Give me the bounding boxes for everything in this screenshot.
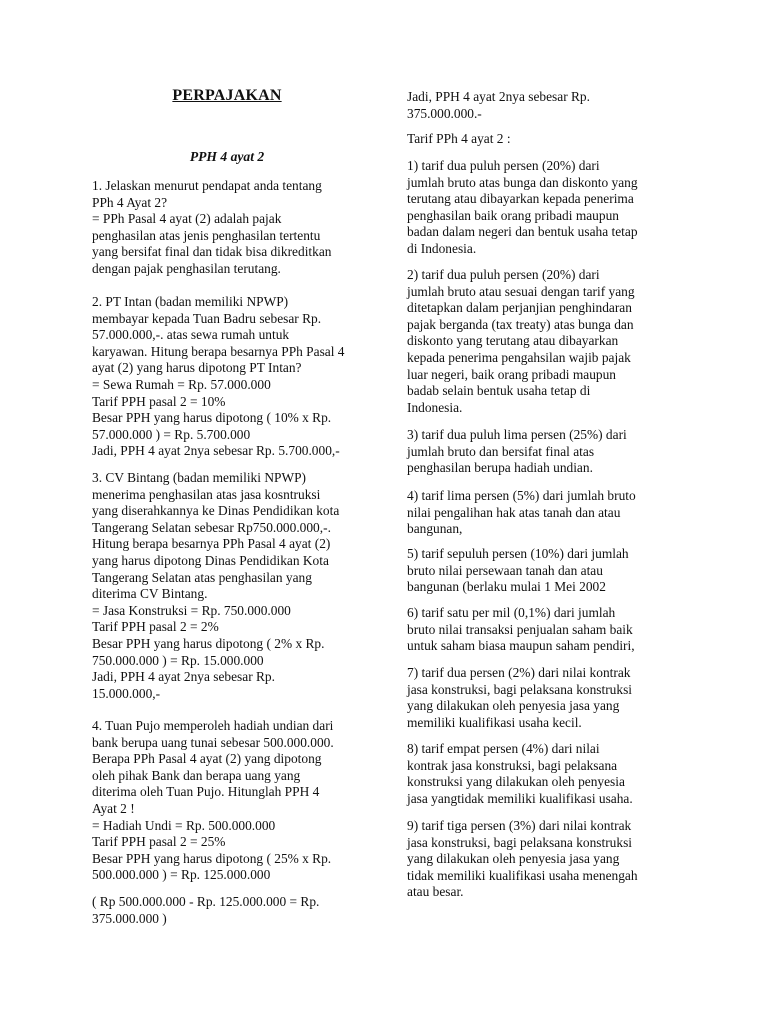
tarif-item-6: 6) tarif satu per mil (0,1%) dari jumlah bruto nilai transaksi penjualan saham baik untuk saham biasa maupun saham pendiri,: [407, 605, 635, 654]
answer-4-conclusion: Jadi, PPH 4 ayat 2nya sebesar Rp. 375.000.000.-: [407, 89, 590, 121]
tarif-item-8: 8) tarif empat persen (4%) dari nilai kontrak jasa konstruksi, bagi pelaksana konstruksi yang dilakukan oleh penyesia jasa yangtidak memiliki kualifikasi usaha.: [407, 741, 633, 806]
question-4-result: ( Rp 500.000.000 - Rp. 125.000.000 = Rp. 375.000.000 ): [92, 894, 320, 926]
question-4: 4. Tuan Pujo memperoleh hadiah undian dari bank berupa uang tunai sebesar 500.000.000. Berapa PPh Pasal 4 ayat (2) yang dipotong oleh pihak Bank dan berapa uang yang diterima oleh Tuan Pujo. Hitunglah PPH 4 Ayat 2 ! = Hadiah Undi = Rp. 500.000.000 Tarif PPH pasal 2 = 25% Besar PPH yang harus dipotong ( 25% x Rp. 500.000.000 ) = Rp. 125.000.000: [92, 718, 334, 883]
tarif-heading: Tarif PPh 4 ayat 2 :: [407, 131, 511, 146]
tarif-item-9: 9) tarif tiga persen (3%) dari nilai kontrak jasa konstruksi, bagi pelaksana konstruksi yang dilakukan oleh penyesia jasa yang tidak memiliki kualifikasi usaha menengah atau besar.: [407, 818, 638, 900]
tarif-item-2: 2) tarif dua puluh persen (20%) dari jumlah bruto atau sesuai dengan tarif yang ditetapkan dalam perjanjian penghindaran pajak berganda (tax treaty) atas bunga dan diskonto yang terutang atau dibayarkan kepada penerima pengahsilan wajib pajak luar negeri, baik orang pribadi maupun badab selain bentuk usaha tetap di Indonesia.: [407, 267, 635, 415]
question-3: 3. CV Bintang (badan memiliki NPWP) menerima penghasilan atas jasa kosntruksi yang diserahkannya ke Dinas Pendidikan kota Tangerang Selatan sebesar Rp750.000.000,-. Hitung berapa besarnya PPh Pasal 4 ayat (2) yang harus dipotong Dinas Pendidikan Kota Tangerang Selatan atas penghasilan yang diterima CV Bintang. = Jasa Konstruksi = Rp. 750.000.000 Tarif PPH pasal 2 = 2% Besar PPH yang harus dipotong ( 2% x Rp. 750.000.000 ) = Rp. 15.000.000 Jadi, PPH 4 ayat 2nya sebesar Rp. 15.000.000,-: [92, 470, 340, 701]
tarif-item-1: 1) tarif dua puluh persen (20%) dari jumlah bruto atas bunga dan diskonto yang terutang atau dibayarkan kepada penerima penghasilan baik orang pribadi maupun badan dalam negeri dan bentuk usaha tetap di Indonesia.: [407, 158, 638, 256]
document-title: PERPAJAKAN: [172, 87, 282, 104]
tarif-item-4: 4) tarif lima persen (5%) dari jumlah bruto nilai pengalihan hak atas tanah dan atau bangunan,: [407, 488, 636, 537]
question-2: 2. PT Intan (badan memiliki NPWP) membayar kepada Tuan Badru sebesar Rp. 57.000.000,-. atas sewa rumah untuk karyawan. Hitung berapa besarnya PPh Pasal 4 ayat (2) yang harus dipotong PT Intan? = Sewa Rumah = Rp. 57.000.000 Tarif PPH pasal 2 = 10% Besar PPH yang harus dipotong ( 10% x Rp. 57.000.000 ) = Rp. 5.700.000 Jadi, PPH 4 ayat 2nya sebesar Rp. 5.700.000,-: [92, 294, 345, 459]
section-subtitle: PPH 4 ayat 2: [189, 149, 265, 164]
tarif-item-3: 3) tarif dua puluh lima persen (25%) dari jumlah bruto dan bersifat final atas penghasilan berupa hadiah undian.: [407, 427, 627, 476]
tarif-item-5: 5) tarif sepuluh persen (10%) dari jumlah bruto nilai persewaan tanah dan atau bangunan (berlaku mulai 1 Mei 2002: [407, 546, 629, 595]
tarif-item-7: 7) tarif dua persen (2%) dari nilai kontrak jasa konstruksi, bagi pelaksana konstruksi yang dilakukan oleh penyesia jasa yang memiliki kualifikasi usaha kecil.: [407, 665, 632, 730]
question-1: 1. Jelaskan menurut pendapat anda tentang PPh 4 Ayat 2? = PPh Pasal 4 ayat (2) adalah pajak penghasilan atas jenis penghasilan tertentu yang bersifat final dan tidak bisa dikreditkan dengan pajak penghasilan terutang.: [92, 178, 332, 276]
